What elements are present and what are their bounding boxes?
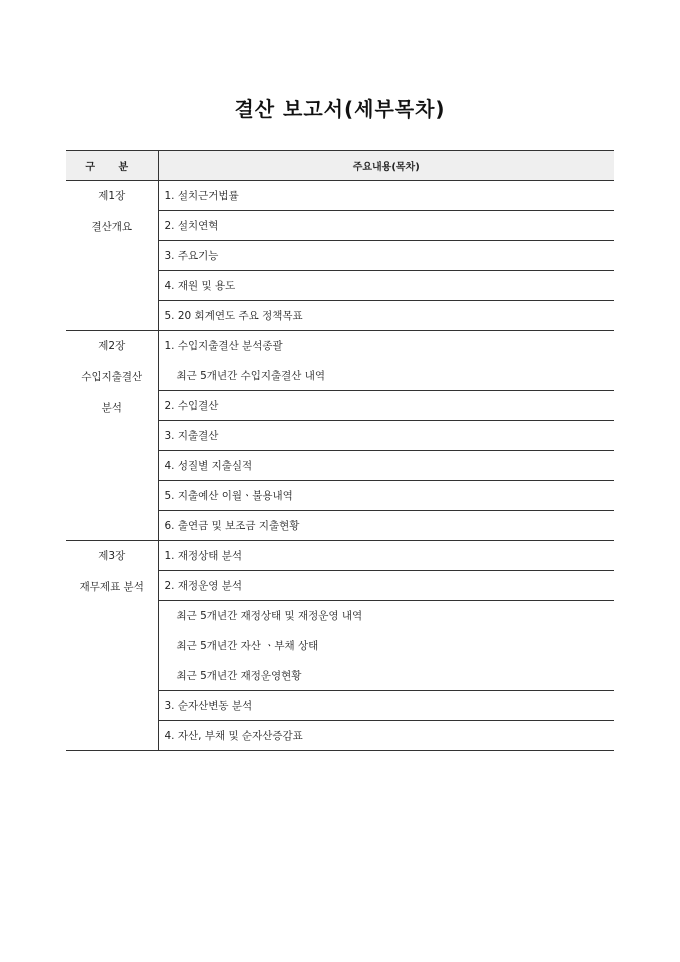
toc-item: 3. 지출결산 bbox=[158, 421, 614, 451]
toc-item: 4. 재원 및 용도 bbox=[158, 271, 614, 301]
toc-subitem: 최근 5개년간 재정운영현황 bbox=[158, 661, 614, 691]
toc-item: 5. 20 회계연도 주요 정책목표 bbox=[158, 301, 614, 331]
table-row bbox=[66, 331, 614, 361]
toc-table bbox=[66, 150, 614, 751]
toc-item: 4. 성질별 지출실적 bbox=[158, 451, 614, 481]
section-category bbox=[66, 181, 158, 331]
header-contents: 주요내용(목차) bbox=[158, 151, 614, 181]
category-label: 수입지출결산 bbox=[81, 371, 143, 383]
toc-subitem: 최근 5개년간 재정상태 및 재정운영 내역 bbox=[176, 610, 363, 623]
toc-item: 2. 수입결산 bbox=[158, 391, 614, 421]
toc-item: 4. 자산, 부채 및 순자산증감표 bbox=[158, 721, 614, 751]
table-row bbox=[66, 541, 614, 571]
toc-item: 1. 수입지출결산 분석종괄 bbox=[164, 340, 283, 353]
toc-item: 1. 설치근거법률 bbox=[158, 181, 614, 211]
category-label: 제3장 bbox=[98, 550, 126, 562]
toc-subitem: 최근 5개년간 수입지출결산 내역 bbox=[158, 361, 614, 391]
toc-item: 3. 주요기능 bbox=[158, 241, 614, 271]
category-label: 제1장 bbox=[98, 190, 126, 202]
category-label: 재무제표 분석 bbox=[79, 581, 144, 593]
category-label: 제2장 bbox=[98, 340, 126, 352]
toc-item: 1. 재정상태 분석 bbox=[158, 541, 614, 571]
toc-body bbox=[66, 181, 614, 751]
toc-item: 2. 재정운영 분석 bbox=[158, 571, 614, 601]
table-header-row bbox=[66, 151, 614, 181]
toc-item: 6. 출연금 및 보조금 지출현황 bbox=[158, 511, 614, 541]
category-label: 분석 bbox=[101, 402, 122, 414]
section-category bbox=[66, 331, 158, 541]
section-category bbox=[66, 541, 158, 751]
toc-subitem: 최근 5개년간 자산 ㆍ부채 상태 bbox=[176, 640, 319, 652]
table-row bbox=[66, 181, 614, 211]
header-category: 구 분 bbox=[66, 151, 158, 181]
toc-item: 3. 순자산변동 분석 bbox=[158, 691, 614, 721]
category-label: 결산개요 bbox=[91, 221, 133, 233]
page-title: 결산 보고서(세부목차) bbox=[234, 97, 446, 121]
toc-item: 5. 지출예산 이월ㆍ불용내역 bbox=[158, 481, 614, 511]
toc-item: 2. 설치연혁 bbox=[158, 211, 614, 241]
